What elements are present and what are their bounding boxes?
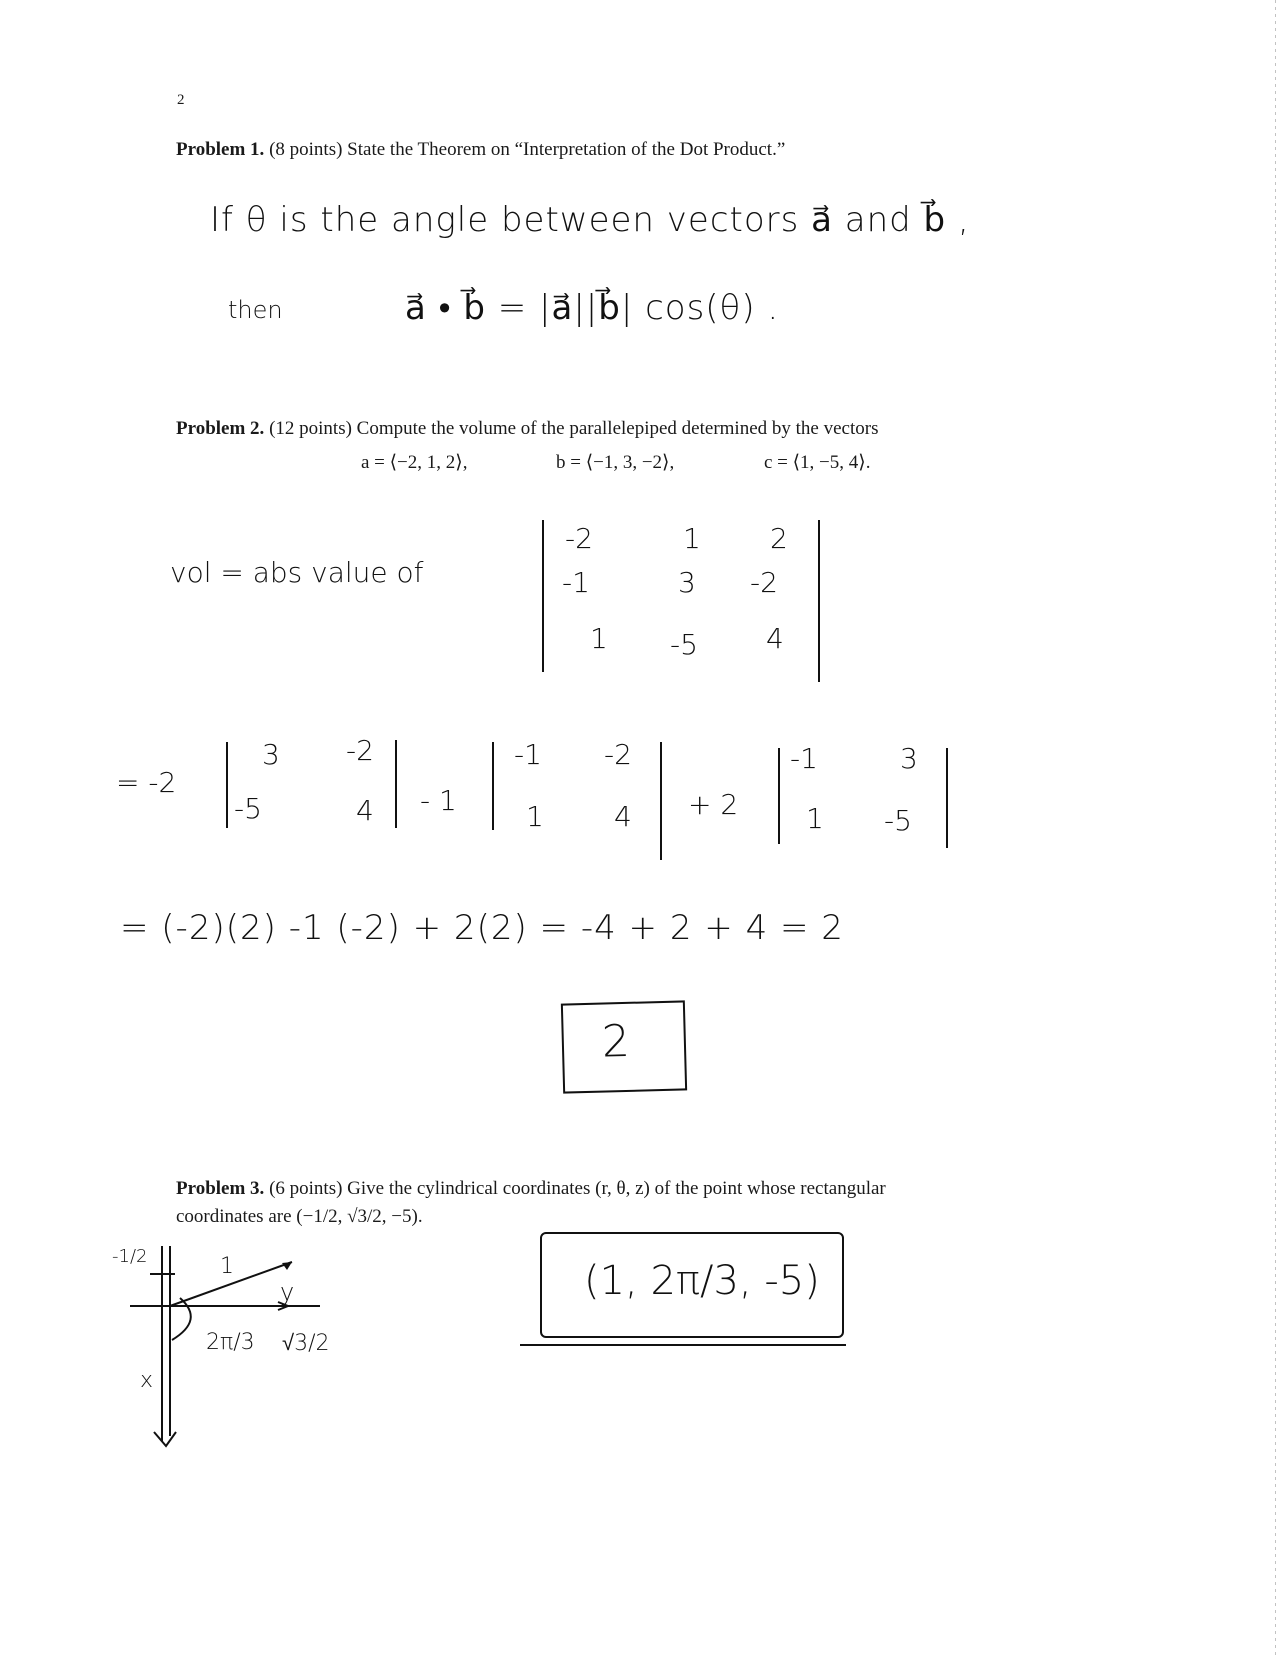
problem3-statement: (6 points) Give the cylindrical coordinates (r, θ, z) of the point whose rectangular <box>269 1178 886 1199</box>
minor1-left-bar <box>226 742 228 828</box>
minor-cell: -2 <box>604 738 632 771</box>
minor-cell: -5 <box>884 804 912 837</box>
minor1-right-bar <box>395 740 397 828</box>
matrix-cell: 3 <box>678 566 696 599</box>
vector-b: b = ⟨−1, 3, −2⟩, <box>556 452 675 473</box>
sketch-angle: 2π/3 <box>206 1330 255 1355</box>
minor3-right-bar <box>946 748 948 848</box>
minor-cell: -1 <box>514 738 542 771</box>
sketch-sqrt: √3/2 <box>282 1331 330 1356</box>
problem1-answer-then: then <box>228 296 283 324</box>
problem3-answer: (1, 2π/3, -5) <box>584 1258 820 1304</box>
matrix-cell: 2 <box>770 522 788 555</box>
sketch-x-axis: x <box>140 1368 154 1393</box>
problem1-answer-line2: a⃗ • b⃗ = |a⃗||b⃗| cos(θ) . <box>405 288 780 328</box>
problem2-label: Problem 2. <box>176 418 265 439</box>
matrix-cell: 4 <box>766 622 784 655</box>
problem1-statement: (8 points) State the Theorem on “Interpretation of the Dot Product.” <box>269 139 786 160</box>
page-number: 2 <box>177 92 185 108</box>
minor-cell: 4 <box>356 794 374 827</box>
vector-c: c = ⟨1, −5, 4⟩. <box>764 452 871 473</box>
minor-cell: 4 <box>614 800 632 833</box>
minor2-right-bar <box>660 742 662 860</box>
minor-cell: -5 <box>234 792 262 825</box>
matrix-cell: 1 <box>590 622 608 655</box>
det-left-bar <box>542 520 544 672</box>
vector-a: a = ⟨−2, 1, 2⟩, <box>361 452 468 473</box>
matrix-cell: -1 <box>562 566 590 599</box>
problem3-label: Problem 3. <box>176 1178 265 1199</box>
minor-cell: 3 <box>262 738 280 771</box>
minor-cell: -2 <box>346 734 374 767</box>
minor-cell: 1 <box>526 800 544 833</box>
minor2-left-bar <box>492 742 494 830</box>
problem3-header <box>176 1178 886 1200</box>
boxed-answer: 2 <box>601 1015 631 1068</box>
minor3-left-bar <box>778 748 780 844</box>
sketch-radius: 1 <box>220 1254 234 1279</box>
problem1-answer-line1: If θ is the angle between vectors a⃗ and b⃗ , <box>210 200 970 240</box>
problem3-statement-2: coordinates are (−1/2, √3/2, −5). <box>176 1206 423 1227</box>
expansion-coef3: + 2 <box>688 788 739 821</box>
problem3-answer-frame <box>540 1232 844 1338</box>
matrix-cell: -5 <box>670 628 698 661</box>
matrix-cell: 1 <box>683 522 701 555</box>
problem1-header <box>176 139 785 161</box>
sketch-neg-half: -1/2 <box>112 1246 148 1267</box>
matrix-cell: -2 <box>565 522 593 555</box>
problem2-statement: (12 points) Compute the volume of the parallelepiped determined by the vectors <box>269 418 879 439</box>
sketch-y-axis: y <box>280 1278 295 1306</box>
minor-cell: 3 <box>900 742 918 775</box>
expansion-coef2: - 1 <box>420 784 457 817</box>
boxed-answer-frame <box>561 1000 687 1093</box>
evaluation-line: = (-2)(2) -1 (-2) + 2(2) = -4 + 2 + 4 = 2 <box>120 908 844 948</box>
minor-cell: 1 <box>806 802 824 835</box>
problem3-underline <box>520 1344 846 1346</box>
volume-label: vol = abs value of <box>170 556 424 589</box>
expansion-lead: = -2 <box>116 766 177 799</box>
problem1-label: Problem 1. <box>176 139 265 160</box>
problem2-header <box>176 418 878 440</box>
scan-edge <box>1275 0 1276 1656</box>
matrix-cell: -2 <box>750 566 778 599</box>
det-right-bar <box>818 520 820 682</box>
minor-cell: -1 <box>790 742 818 775</box>
